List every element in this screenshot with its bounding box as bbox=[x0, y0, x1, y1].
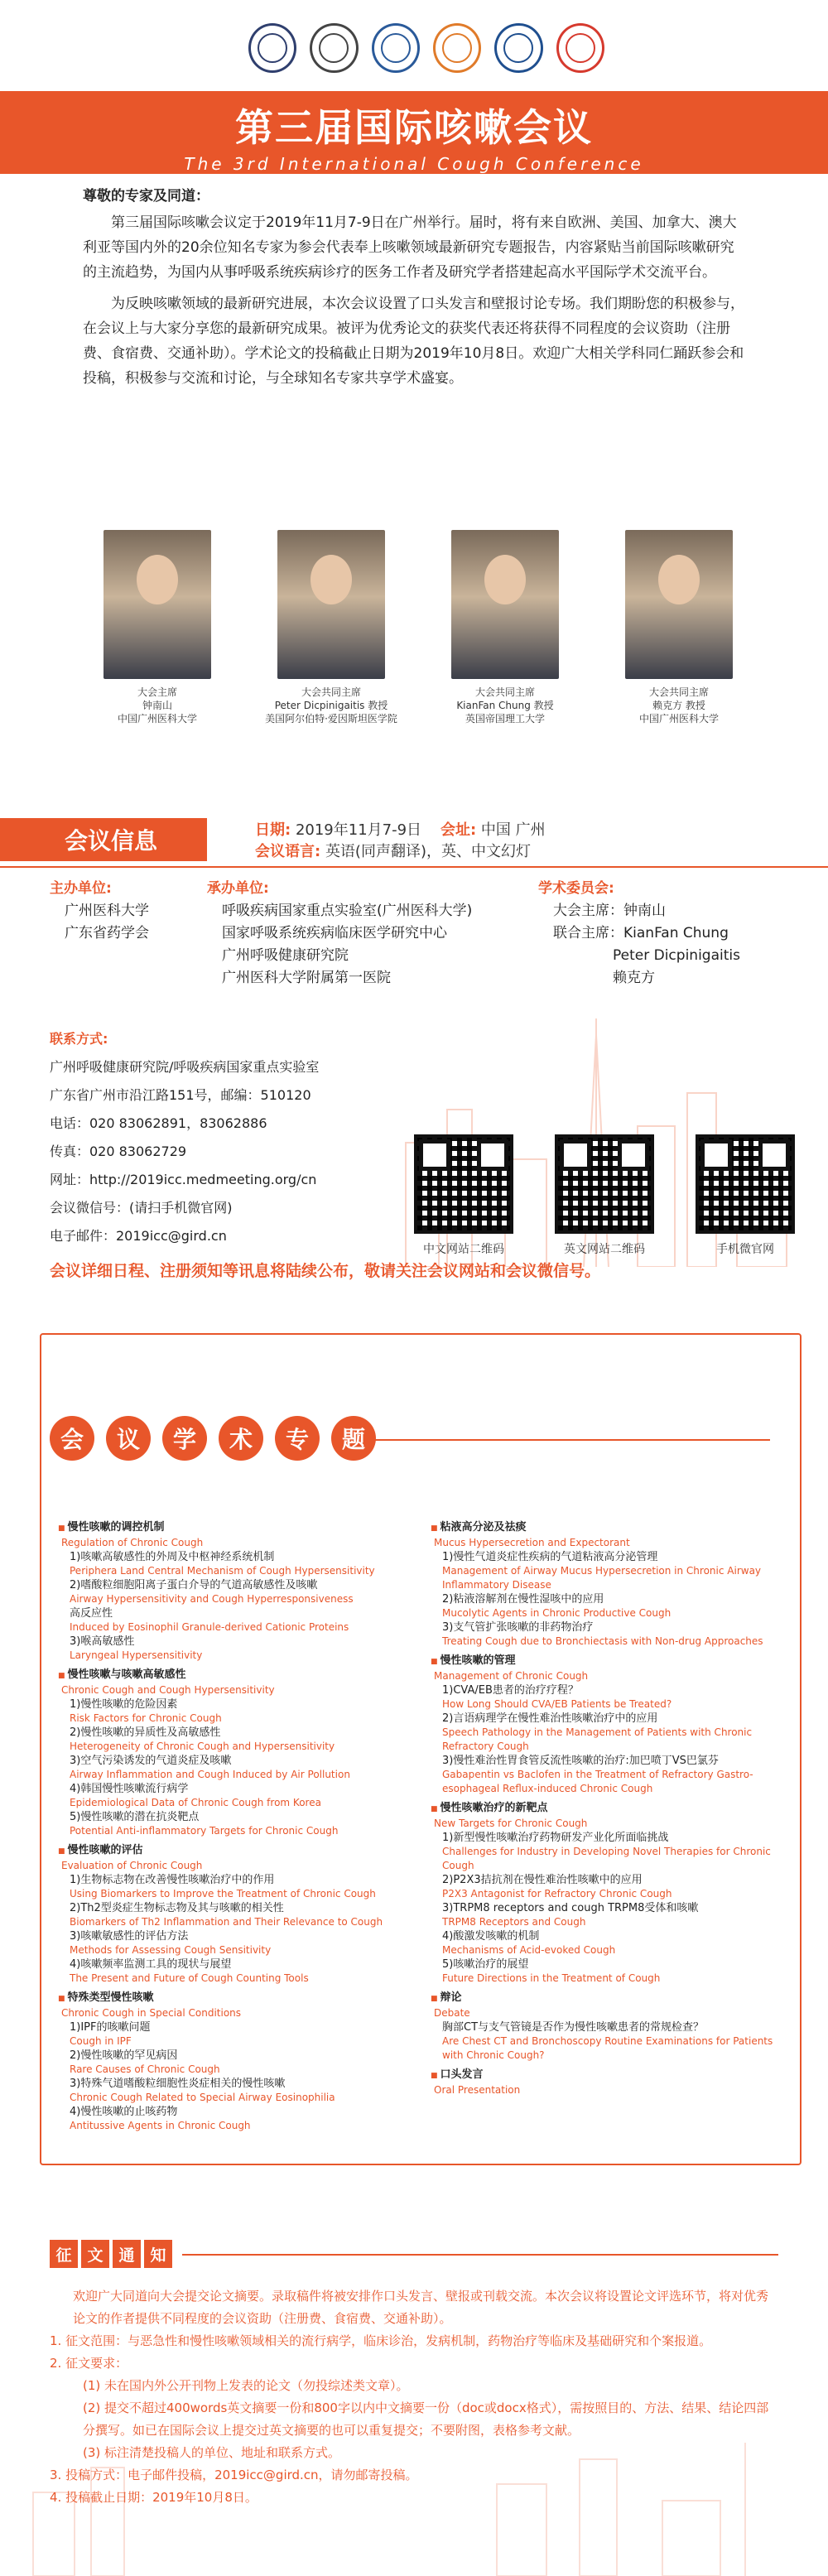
topic-item-cn: 1)慢性咳嗽的危险因素 bbox=[70, 1698, 178, 1711]
topic-item-cn: 2)P2X3拮抗剂在慢性难治性咳嗽中的应用 bbox=[442, 1874, 643, 1886]
topic-item-en: Airway Hypersensitivity and Cough Hyperresponsiveness bbox=[70, 1593, 354, 1605]
topic-item-en: TRPM8 Receptors and Cough bbox=[442, 1916, 586, 1928]
topic-item bbox=[58, 1782, 414, 1810]
topic-item-en: Antitussive Agents in Chronic Cough bbox=[70, 2120, 251, 2131]
academic-committee bbox=[538, 878, 787, 989]
topic-section-title: 辩论 bbox=[440, 1991, 462, 2004]
topic-item-cn: 2)Th2型炎症生物标志物及其与咳嗽的相关性 bbox=[70, 1902, 284, 1914]
organizer-item: 呼吸疾病国家重点实验室(广州医科大学) bbox=[222, 903, 473, 919]
chair-photo bbox=[451, 530, 559, 679]
intro-text bbox=[83, 184, 745, 397]
topic-item bbox=[431, 1592, 787, 1620]
topic-item-cn: 高反应性 bbox=[70, 1607, 113, 1620]
chair-card bbox=[596, 530, 762, 762]
chair-role: 大会共同主席 bbox=[301, 686, 361, 698]
divider bbox=[373, 1439, 770, 1441]
topic-item bbox=[58, 1550, 414, 1578]
chair-photo bbox=[277, 530, 385, 679]
chair-org: 美国阿尔伯特·爱因斯坦医学院 bbox=[265, 713, 397, 725]
call-scope: 1. 征文范围：与恶急性和慢性咳嗽领域相关的流行病学，临床诊治，发病机制，药物治疗等临床及基础研究和个案报道。 bbox=[50, 2333, 712, 2348]
topic-item-en: Future Directions in the Treatment of Cough bbox=[442, 1972, 661, 1984]
topic-item bbox=[58, 1635, 414, 1663]
topic-item-cn: 2)慢性咳嗽的异质性及高敏感性 bbox=[70, 1726, 221, 1739]
chair-photo bbox=[625, 530, 733, 679]
committee-heading: 学术委员会: bbox=[538, 880, 614, 897]
chair-role: 大会共同主席 bbox=[648, 686, 709, 698]
organizer-item: 广州医科大学附属第一医院 bbox=[222, 970, 391, 986]
topic-item bbox=[58, 1754, 414, 1782]
topic-item-cn: 3)喉高敏感性 bbox=[70, 1635, 135, 1648]
topic-section-title: 慢性咳嗽的评估 bbox=[67, 1844, 143, 1856]
topic-item-en: Management of Airway Mucus Hypersecretion in Chronic Airway Inflammatory Disease bbox=[442, 1565, 762, 1591]
intro-paragraph-2: 为反映咳嗽领域的最新研究进展，本次会议设置了口头发言和壁报讨论专场。我们期盼您的积极参与，在会议上与大家分享您的最新研究成果。被评为优秀论文的获奖代表还将获得不同程度的会议资助（注册费、食宿费、交通补助）。学术论文的投稿截止日期为2019年10月8日。欢迎广大相关学科同仁踊跃参会和投稿，积极参与交流和讨论，与全球知名专家共享学术盛宴。 bbox=[83, 296, 744, 387]
topic-item-en: Biomarkers of Th2 Inflammation and Their Relevance to Cough bbox=[70, 1916, 383, 1928]
qr-code-icon[interactable] bbox=[414, 1134, 513, 1234]
heading-char: 会 bbox=[50, 1416, 94, 1461]
topic-item bbox=[58, 2105, 414, 2133]
topic-section-title-en: Regulation of Chronic Cough bbox=[61, 1537, 204, 1548]
topic-item-cn: 4)韩国慢性咳嗽流行病学 bbox=[70, 1783, 189, 1795]
topic-item-en: Periphera Land Central Mechanism of Cough Hypersensitivity bbox=[70, 1565, 375, 1577]
topic-item bbox=[58, 1957, 414, 1986]
call-requirement-item: (3) 标注清楚投稿人的单位、地址和联系方式。 bbox=[83, 2445, 341, 2460]
contact-info bbox=[50, 1025, 397, 1250]
chair-name: 赖克方 教授 bbox=[652, 700, 705, 711]
call-submission: 3. 投稿方式：电子邮件投稿，2019icc@gird.cn，请勿邮寄投稿。 bbox=[50, 2468, 418, 2482]
committee-item: 赖克方 bbox=[613, 970, 655, 986]
topic-item-en: Epidemiological Data of Chronic Cough from Korea bbox=[70, 1797, 321, 1808]
topics-heading bbox=[50, 1416, 376, 1461]
call-requirement-item: (1) 未在国内外公开刊物上发表的论文（勿投综述类文章）。 bbox=[83, 2378, 409, 2393]
qr-english-site[interactable] bbox=[546, 1134, 662, 1257]
divider bbox=[0, 866, 828, 868]
heading-char: 征 bbox=[50, 2240, 78, 2268]
topic-item-cn: 3)TRPM8 receptors and cough TRPM8受体和咳嗽 bbox=[442, 1902, 699, 1914]
contact-wechat: 会议微信号：(请扫手机微官网) bbox=[50, 1200, 233, 1216]
language-label: 会议语言: bbox=[255, 843, 321, 860]
topic-item bbox=[431, 2020, 787, 2063]
hospital-logo-icon bbox=[372, 23, 420, 73]
topic-section-title-en: Management of Chronic Cough bbox=[434, 1670, 589, 1682]
heading-char: 通 bbox=[113, 2240, 141, 2268]
heading-char: 议 bbox=[106, 1416, 151, 1461]
topic-item-en: Challenges for Industry in Developing Novel Therapies for Chronic Cough bbox=[442, 1846, 771, 1871]
organizer-item: 国家呼吸系统疾病临床医学研究中心 bbox=[222, 925, 447, 941]
topic-item-cn: 2)言语病理学在慢性难治性咳嗽治疗中的应用 bbox=[442, 1712, 658, 1725]
topic-item-en: Rare Causes of Chronic Cough bbox=[70, 2063, 220, 2075]
topic-item-en: Chronic Cough Related to Special Airway Eosinophilia bbox=[70, 2092, 335, 2103]
topic-section bbox=[431, 1520, 787, 1536]
contact-fax: 传真：020 83062729 bbox=[50, 1144, 187, 1159]
topic-section bbox=[431, 1991, 787, 2006]
chair-org: 英国帝国理工大学 bbox=[465, 713, 545, 725]
qr-code-icon[interactable] bbox=[555, 1134, 654, 1234]
contact-heading: 联系方式: bbox=[50, 1031, 108, 1047]
heading-char: 知 bbox=[144, 2240, 172, 2268]
topic-section bbox=[431, 2068, 787, 2083]
chair-org: 中国广州医科大学 bbox=[117, 713, 197, 725]
topic-item bbox=[58, 1726, 414, 1754]
chair-name: KianFan Chung 教授 bbox=[456, 700, 554, 711]
topic-item-cn: 3)支气管扩张咳嗽的非药物治疗 bbox=[442, 1621, 594, 1634]
bullet-icon: ■ bbox=[58, 1847, 65, 1856]
page-title: 第三届国际咳嗽会议 bbox=[235, 105, 593, 150]
topic-item-en: Mucolytic Agents in Chronic Productive Cough bbox=[442, 1607, 672, 1619]
bullet-icon: ■ bbox=[58, 1524, 65, 1533]
topic-item-en: Potential Anti-inflammatory Targets for Chronic Cough bbox=[70, 1825, 339, 1837]
organizer-heading: 承办单位: bbox=[207, 880, 269, 897]
topic-section-title: 口头发言 bbox=[440, 2068, 484, 2081]
topic-item-cn: 胸部CT与支气管镜是否作为慢性咳嗽患者的常规检查？ bbox=[442, 2021, 705, 2034]
topic-section-title: 粘液高分泌及祛痰 bbox=[440, 1521, 527, 1534]
committee-item: 大会主席：钟南山 bbox=[553, 903, 666, 919]
bullet-icon: ■ bbox=[431, 1805, 438, 1813]
topic-item-cn: 2)嗜酸粒细胞阳离子蛋白介导的气道高敏感性及咳嗽 bbox=[70, 1579, 318, 1591]
chair-name: Peter Dicpinigaitis 教授 bbox=[274, 700, 388, 711]
chair-card bbox=[248, 530, 414, 762]
chair-card bbox=[422, 530, 588, 762]
topic-item bbox=[431, 1683, 787, 1712]
topic-item-en: Mechanisms of Acid-evoked Cough bbox=[442, 1944, 616, 1956]
sponsor-logos bbox=[248, 23, 604, 76]
contact-email-link[interactable]: 电子邮件：2019icc@gird.cn bbox=[50, 1228, 227, 1244]
topic-item bbox=[431, 1831, 787, 1873]
topic-item-cn: 4)咳嗽频率监测工具的现状与展望 bbox=[70, 1958, 232, 1971]
topic-item bbox=[58, 1873, 414, 1901]
organizer-units bbox=[207, 878, 522, 989]
topic-item-cn: 5)咳嗽治疗的展望 bbox=[442, 1958, 529, 1971]
venue-value: 中国 广州 bbox=[480, 821, 546, 839]
heading-char: 题 bbox=[331, 1416, 376, 1461]
topic-item-en: Laryngeal Hypersensitivity bbox=[70, 1649, 203, 1661]
topic-item-cn: 3)慢性难治性胃食管反流性咳嗽的治疗:加巴喷丁VS巴氯芬 bbox=[442, 1755, 719, 1767]
research-center-logo-icon bbox=[494, 23, 542, 73]
topic-item bbox=[431, 1712, 787, 1754]
topic-item-en: Are Chest CT and Bronchoscopy Routine Examinations for Patients with Chronic Cough? bbox=[442, 2035, 773, 2061]
contact-phone: 电话：020 83062891，83062886 bbox=[50, 1115, 267, 1131]
topic-item bbox=[58, 2049, 414, 2077]
topic-item-en: Induced by Eosinophil Granule-derived Cationic Proteins bbox=[70, 1621, 349, 1633]
contact-line: 广州呼吸健康研究院/呼吸疾病国家重点实验室 bbox=[50, 1059, 320, 1075]
bullet-icon: ■ bbox=[431, 2072, 438, 2080]
intro-paragraph-1: 第三届国际咳嗽会议定于2019年11月7-9日在广州举行。届时，将有来自欧洲、美国、加拿大、澳大利亚等国内外的20余位知名专家为参会代表奉上咳嗽领域最新研究专题报告，内容紧贴当前国际咳嗽研究的主流趋势，为国内从事呼吸系统疾病诊疗的医务工作者及研究学者搭建起高水平国际学术交流平台。 bbox=[83, 214, 737, 281]
topics-right-column bbox=[431, 1515, 787, 2097]
topic-section-title-en: Chronic Cough and Cough Hypersensitivity bbox=[61, 1684, 275, 1696]
host-item: 广州医科大学 bbox=[65, 903, 149, 919]
divider bbox=[182, 2254, 778, 2256]
topic-section bbox=[58, 1520, 414, 1536]
topic-item-en: Methods for Assessing Cough Sensitivity bbox=[70, 1944, 272, 1956]
qr-chinese-site[interactable] bbox=[406, 1134, 522, 1257]
topic-item bbox=[431, 1620, 787, 1649]
meeting-info-heading: 会议信息 bbox=[0, 818, 207, 861]
call-requirement-item: (2) 提交不超过400words英文摘要一份和800字以内中文摘要一份（doc或docx格式），需按照目的、方法、结果、结论四部分撰写。如已在国际会议上提交过英文摘要的也可以重复提交；不要附图，表格参考文献。 bbox=[83, 2400, 769, 2438]
bullet-icon: ■ bbox=[58, 1672, 65, 1680]
qr-label: 中文网站二维码 bbox=[423, 1243, 504, 1256]
topic-item-cn: 2)粘液溶解剂在慢性湿咳中的应用 bbox=[442, 1593, 604, 1606]
call-intro: 欢迎广大同道向大会提交论文摘要。录取稿件将被安排作口头发言、壁报或刊载交流。本次会议将设置论文评选环节，将对优秀论文的作者提供不同程度的会议资助（注册费、食宿费、交通补助）。 bbox=[73, 2289, 769, 2326]
bullet-icon: ■ bbox=[58, 1995, 65, 2003]
topic-item bbox=[58, 1810, 414, 1838]
chair-org: 中国广州医科大学 bbox=[638, 713, 719, 725]
topic-item bbox=[58, 2020, 414, 2049]
topic-item bbox=[431, 1873, 787, 1901]
lab-logo-icon bbox=[433, 23, 481, 73]
topic-item-en: Treating Cough due to Bronchiectasis with Non-drug Approaches bbox=[442, 1635, 763, 1647]
chair-card bbox=[75, 530, 240, 762]
call-deadline: 4. 投稿截止日期：2019年10月8日。 bbox=[50, 2490, 258, 2505]
chairs-gallery bbox=[75, 530, 762, 762]
topic-item bbox=[58, 1929, 414, 1957]
qr-label: 手机微官网 bbox=[716, 1243, 774, 1256]
topics-left-column bbox=[58, 1515, 414, 2133]
topic-item-en: Heterogeneity of Chronic Cough and Hypersensitivity bbox=[70, 1741, 335, 1752]
topic-item-en: Risk Factors for Chronic Cough bbox=[70, 1712, 222, 1724]
committee-item: Peter Dicpinigaitis bbox=[613, 947, 740, 964]
topic-section-title: 慢性咳嗽治疗的新靶点 bbox=[440, 1802, 548, 1814]
topic-item-cn: 4)慢性咳嗽的止咳药物 bbox=[70, 2106, 178, 2118]
heading-char: 术 bbox=[219, 1416, 263, 1461]
topic-item-en: Speech Pathology in the Management of Patients with Chronic Refractory Cough bbox=[442, 1726, 753, 1752]
heading-char: 专 bbox=[275, 1416, 320, 1461]
topic-item bbox=[431, 1929, 787, 1957]
topic-section-title-en: Evaluation of Chronic Cough bbox=[61, 1860, 203, 1871]
topic-section-title-en: New Targets for Chronic Cough bbox=[434, 1818, 588, 1829]
language-value: 英语(同声翻译)，英、中文幻灯 bbox=[325, 843, 531, 860]
heart-logo-icon bbox=[556, 23, 604, 73]
topic-item-cn: 1)慢性气道炎症性疾病的气道粘液高分泌管理 bbox=[442, 1551, 658, 1563]
topic-section-title-en: Debate bbox=[434, 2007, 470, 2019]
host-heading: 主办单位: bbox=[50, 880, 112, 897]
topic-section-title: 慢性咳嗽的调控机制 bbox=[67, 1521, 165, 1534]
topic-item-en: P2X3 Antagonist for Refractory Chronic Cough bbox=[442, 1888, 672, 1899]
topic-item bbox=[58, 1901, 414, 1929]
topic-item-cn: 1)IPF的咳嗽问题 bbox=[70, 2021, 151, 2034]
topic-item bbox=[431, 1901, 787, 1929]
qr-label: 英文网站二维码 bbox=[564, 1243, 645, 1256]
chair-name: 钟南山 bbox=[142, 700, 172, 711]
notice-text: 会议详细日程、注册须知等讯息将陆续公布，敬请关注会议网站和会议微信号。 bbox=[50, 1262, 601, 1280]
topic-section bbox=[58, 1843, 414, 1859]
topic-section-title-en: Chronic Cough in Special Conditions bbox=[61, 2007, 242, 2019]
bullet-icon: ■ bbox=[431, 1524, 438, 1533]
qr-mobile-site[interactable] bbox=[687, 1134, 803, 1257]
society-logo-icon bbox=[310, 23, 358, 73]
topic-item-cn: 1)新型慢性咳嗽治疗药物研发产业化所面临挑战 bbox=[442, 1832, 669, 1844]
topic-item bbox=[58, 2077, 414, 2105]
topic-item-cn: 5)慢性咳嗽的潜在抗炎靶点 bbox=[70, 1811, 200, 1823]
topic-item-cn: 1)CVA/EB患者的治疗疗程？ bbox=[442, 1684, 579, 1697]
topic-item-cn: 3)特殊气道嗜酸粒细胞性炎症相关的慢性咳嗽 bbox=[70, 2078, 286, 2090]
topic-item-cn: 3)咳嗽敏感性的评估方法 bbox=[70, 1930, 189, 1943]
topic-section-title-en: Oral Presentation bbox=[434, 2084, 521, 2096]
contact-website-link[interactable]: 网址：http://2019icc.medmeeting.org/cn bbox=[50, 1172, 317, 1187]
topic-item-cn: 3)空气污染诱发的气道炎症及咳嗽 bbox=[70, 1755, 232, 1767]
venue-label: 会址: bbox=[440, 821, 477, 839]
topic-item bbox=[58, 1606, 414, 1635]
topic-section bbox=[58, 1668, 414, 1683]
bottom-skyline-illustration bbox=[0, 2443, 828, 2576]
title-banner bbox=[0, 91, 828, 174]
call-requirements: 2. 征文要求： bbox=[50, 2356, 128, 2371]
organizer-item: 广州呼吸健康研究院 bbox=[222, 947, 349, 964]
topic-item-en: Gabapentin vs Baclofen in the Treatment of Refractory Gastro-esophageal Reflux-induced Chronic Cough bbox=[442, 1769, 753, 1794]
committee-item: 联合主席：KianFan Chung bbox=[553, 925, 729, 941]
date-value: 2019年11月7-9日 bbox=[295, 821, 422, 839]
bullet-icon: ■ bbox=[431, 1658, 438, 1666]
topic-item-en: Cough in IPF bbox=[70, 2035, 132, 2047]
topic-item-cn: 2)慢性咳嗽的罕见病因 bbox=[70, 2049, 178, 2062]
topic-item bbox=[431, 1550, 787, 1592]
topic-section bbox=[431, 1654, 787, 1669]
topic-item-cn: 1)生物标志物在改善慢性咳嗽治疗中的作用 bbox=[70, 1874, 275, 1886]
chair-photo bbox=[104, 530, 211, 679]
topic-section bbox=[431, 1801, 787, 1817]
topic-item bbox=[58, 1578, 414, 1606]
qr-code-icon[interactable] bbox=[696, 1134, 795, 1234]
topic-section bbox=[58, 1991, 414, 2006]
chair-role: 大会共同主席 bbox=[474, 686, 535, 698]
topic-section-title: 特殊类型慢性咳嗽 bbox=[67, 1991, 154, 2004]
bullet-icon: ■ bbox=[431, 1995, 438, 2003]
contact-line: 广东省广州市沿江路151号，邮编：510120 bbox=[50, 1087, 311, 1103]
topic-item bbox=[431, 1957, 787, 1986]
heading-char: 学 bbox=[162, 1416, 207, 1461]
topic-item-cn: 4)酸激发咳嗽的机制 bbox=[442, 1930, 540, 1943]
university-logo-icon bbox=[248, 23, 296, 73]
qr-codes bbox=[406, 1134, 803, 1257]
topic-section-title-en: Mucus Hypersecretion and Expectorant bbox=[434, 1537, 630, 1548]
host-item: 广东省药学会 bbox=[65, 925, 149, 941]
topic-item-en: How Long Should CVA/EB Patients be Treated? bbox=[442, 1698, 672, 1710]
topic-item-en: The Present and Future of Cough Counting Tools bbox=[70, 1972, 309, 1984]
chair-role: 大会主席 bbox=[137, 686, 177, 698]
call-for-papers-heading bbox=[50, 2240, 172, 2268]
topic-item bbox=[58, 1697, 414, 1726]
topic-item bbox=[431, 1754, 787, 1796]
host-units bbox=[50, 878, 199, 945]
meeting-details bbox=[255, 820, 546, 863]
topic-item-en: Using Biomarkers to Improve the Treatment of Chronic Cough bbox=[70, 1888, 376, 1899]
date-label: 日期: bbox=[255, 821, 291, 839]
greeting: 尊敬的专家及同道： bbox=[83, 188, 209, 205]
heading-char: 文 bbox=[81, 2240, 109, 2268]
page-subtitle: The 3rd International Cough Conference bbox=[184, 154, 644, 174]
topic-section-title: 慢性咳嗽与咳嗽高敏感性 bbox=[67, 1668, 186, 1681]
topic-section-title: 慢性咳嗽的管理 bbox=[440, 1654, 516, 1667]
topic-item-en: Airway Inflammation and Cough Induced by Air Pollution bbox=[70, 1769, 350, 1780]
topic-item-cn: 1)咳嗽高敏感性的外周及中枢神经系统机制 bbox=[70, 1551, 275, 1563]
